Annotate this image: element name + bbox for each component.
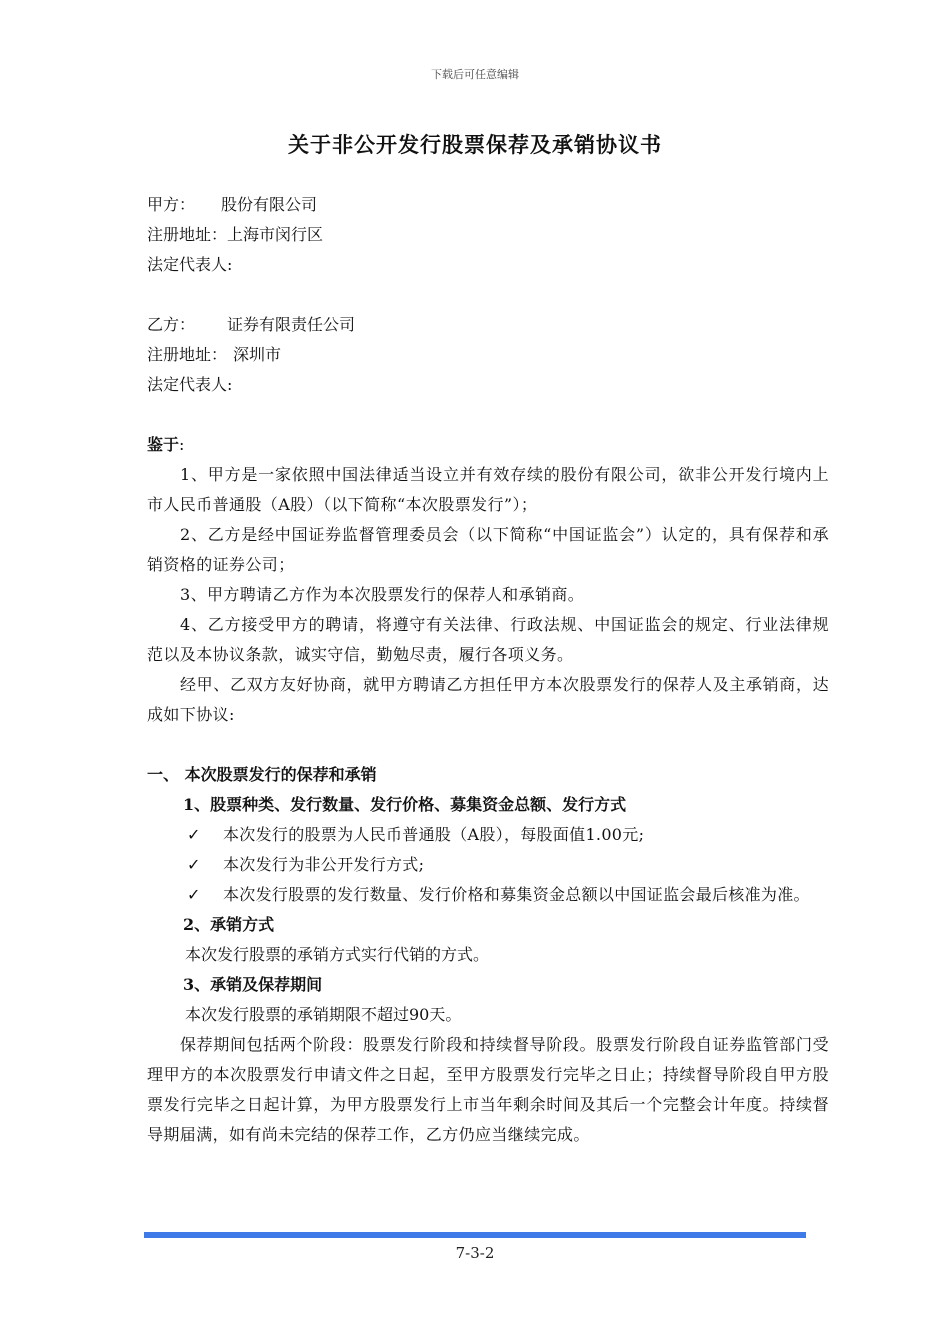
section-1-3-heading: 3、承销及保荐期间	[183, 975, 323, 994]
party-b-address-label: 注册地址：	[147, 345, 228, 364]
whereas-item-3: 3、甲方聘请乙方作为本次股票发行的保荐人和承销商。	[180, 585, 585, 604]
party-a-address-label: 注册地址：	[147, 225, 228, 244]
header-note: 下载后可任意编辑	[431, 68, 519, 81]
whereas-item-1: 1、甲方是一家依照中国法律适当设立并有效存续的股份有限公司，欲非公开发行境内上市人民币普通股（A股）（以下简称“本次股票发行”）；	[147, 465, 829, 514]
check-item	[147, 820, 829, 850]
check-item-text: 本次发行的股票为人民币普通股（A股），每股面值1.00元;	[223, 825, 645, 844]
party-b-address-line	[147, 340, 829, 370]
footer-divider-bar	[144, 1232, 806, 1238]
check-item-text: 本次发行股票的发行数量、发行价格和募集资金总额以中国证监会最后核准为准。	[223, 885, 810, 904]
check-item-text: 本次发行为非公开发行方式;	[223, 855, 425, 874]
party-a-rep-line	[147, 250, 829, 280]
whereas-item-4: 4、乙方接受甲方的聘请，将遵守有关法律、行政法规、中国证监会的规定、行业法律规范以及本协议条款，诚实守信，勤勉尽责，履行各项义务。	[147, 615, 829, 664]
whereas-colon: :	[179, 435, 185, 454]
whereas-heading-line	[147, 430, 829, 460]
check-item	[147, 880, 829, 910]
whereas-item-2: 2、乙方是经中国证券监督管理委员会（以下简称“中国证监会”）认定的，具有保荐和承销资格的证券公司；	[147, 525, 829, 574]
page-number: 7-3-2	[455, 1244, 495, 1262]
party-b-address: 深圳市	[233, 345, 282, 364]
spacer	[147, 730, 829, 760]
party-a-name: 股份有限公司	[221, 195, 318, 214]
party-a-address: 上海市闵行区	[227, 225, 324, 244]
party-b-rep-label: 法定代表人:	[147, 375, 233, 394]
party-a-address-line	[147, 220, 829, 250]
whereas-heading: 鉴于	[147, 435, 180, 454]
section-1-2-heading: 2、承销方式	[183, 915, 275, 934]
section-1-1-heading: 1、股票种类、发行数量、发行价格、募集资金总额、发行方式	[183, 795, 627, 814]
spacer	[147, 400, 829, 430]
check-icon: ✓	[187, 825, 201, 844]
section-1-2-text: 本次发行股票的承销方式实行代销的方式。	[185, 945, 490, 964]
check-item	[147, 850, 829, 880]
party-b-line	[147, 310, 829, 340]
check-icon: ✓	[187, 885, 201, 904]
party-b-label: 乙方：	[147, 315, 196, 334]
section-1-3-text-2: 保荐期间包括两个阶段：股票发行阶段和持续督导阶段。股票发行阶段自证券监管部门受理甲方的本次股票发行申请文件之日起，至甲方股票发行完毕之日止；持续督导阶段自甲方股票发行完毕之日起计算，为甲方股票发行上市当年剩余时间及其后一个完整会计年度。持续督导期届满，如有尚未完结的保荐工作，乙方仍应当继续完成。	[147, 1035, 829, 1144]
document-title: 关于非公开发行股票保荐及承销协议书	[288, 132, 662, 157]
section-1-heading: 一、 本次股票发行的保荐和承销	[147, 765, 377, 784]
spacer	[147, 280, 829, 310]
check-icon: ✓	[187, 855, 201, 874]
section-1-3-text-1: 本次发行股票的承销期限不超过90天。	[185, 1005, 462, 1024]
document-body	[147, 190, 829, 1150]
whereas-conclusion: 经甲、乙双方友好协商，就甲方聘请乙方担任甲方本次股票发行的保荐人及主承销商，达成如下协议:	[147, 675, 829, 724]
party-a-line	[147, 190, 829, 220]
party-b-rep-line	[147, 370, 829, 400]
party-b-name: 证券有限责任公司	[227, 315, 356, 334]
party-a-rep-label: 法定代表人:	[147, 255, 233, 274]
party-a-label: 甲方：	[147, 195, 196, 214]
